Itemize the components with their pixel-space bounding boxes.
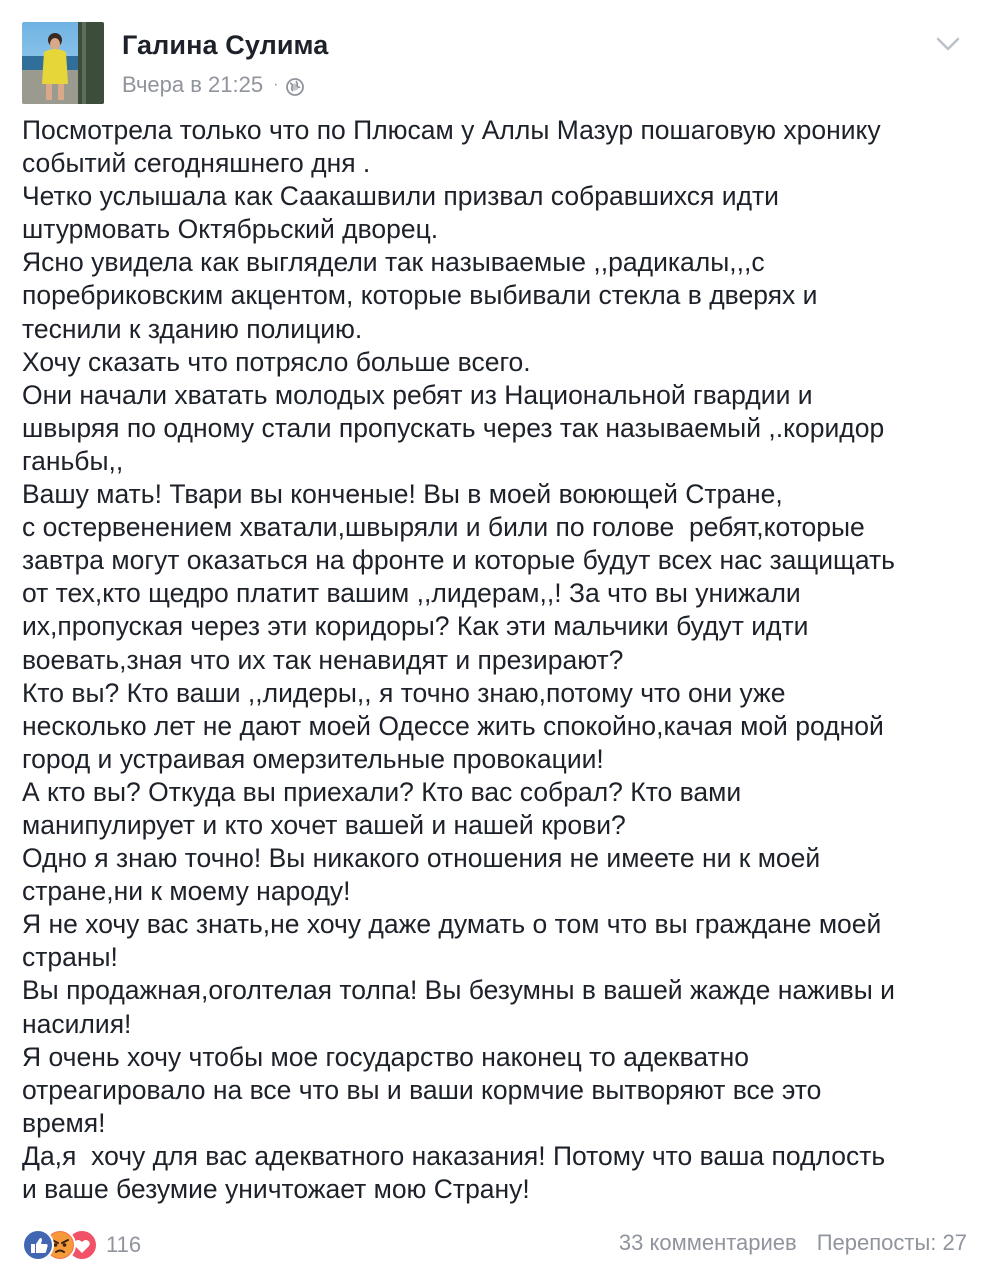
globe-icon[interactable] bbox=[286, 76, 304, 94]
post-text-line: воевать,зная что их так ненавидят и презирают? bbox=[22, 644, 624, 675]
post-text-line: событий сегодняшнего дня . bbox=[22, 148, 371, 179]
post-text-line: Вы продажная,оголтелая толпа! Вы безумны в вашей жажде наживы и bbox=[22, 975, 895, 1006]
reaction-icons bbox=[22, 1229, 102, 1261]
post-text-line: насилия! bbox=[22, 1008, 132, 1039]
post-meta bbox=[122, 72, 304, 98]
post-text-line: А кто вы? Откуда вы приехали? Кто вас собрал? Кто вами bbox=[22, 776, 742, 807]
post-text-line: Они начали хватать молодых ребят из Национальной гвардии и bbox=[22, 379, 813, 410]
post-text-line: Одно я знаю точно! Вы никакого отношения не имеете ни к моей bbox=[22, 843, 821, 874]
post-body bbox=[22, 114, 972, 1206]
post-text-line: город и устраивая омерзительные провокации! bbox=[22, 743, 604, 774]
post-text-line: страны! bbox=[22, 942, 118, 973]
post-text-line: завтра могут оказаться на фронте и которые будут всех нас защищать bbox=[22, 545, 895, 576]
post-text-line: Я очень хочу чтобы мое государство наконец то адекватно bbox=[22, 1041, 750, 1072]
post-header bbox=[22, 22, 962, 106]
post-text-line: Хочу сказать что потрясло больше всего. bbox=[22, 346, 531, 377]
reactions-summary[interactable] bbox=[22, 1228, 141, 1262]
post-text-line: Вашу мать! Твари вы конченые! Вы в моей воюющей Стране, bbox=[22, 479, 783, 510]
author-name[interactable]: Галина Сулима bbox=[122, 30, 329, 60]
post-text-line: Посмотрела только что по Плюсам у Аллы Мазур пошаговую хронику bbox=[22, 115, 881, 145]
post-text-line: их,пропуская через эти коридоры? Как эти мальчики будут идти bbox=[22, 611, 809, 642]
post-text-line: поребриковским акцентом, которые выбивали стекла в дверях и bbox=[22, 280, 818, 311]
post-footer bbox=[22, 1228, 967, 1264]
meta-separator: · bbox=[273, 76, 279, 93]
post-text-line: Я не хочу вас знать,не хочу даже думать о том что вы граждане моей bbox=[22, 909, 882, 940]
like-icon bbox=[22, 1229, 54, 1261]
post-text-line: штурмовать Октябрьский дворец. bbox=[22, 214, 439, 245]
shares-count-link[interactable]: Перепосты: 27 bbox=[816, 1230, 967, 1255]
post-text-line: Кто вы? Кто ваши ,,лидеры,, я точно знаю,потому что они уже bbox=[22, 677, 786, 708]
comments-count-link[interactable]: 33 комментариев bbox=[618, 1230, 797, 1255]
post-text-line: стране,ни к моему народу! bbox=[22, 876, 351, 907]
post-text-line: и ваше безумие уничтожает мою Страну! bbox=[22, 1174, 530, 1204]
post-text-line: отреагировало на все что вы и ваши кормчие вытворяют все это bbox=[22, 1074, 822, 1105]
post-text-line: Четко услышала как Саакашвили призвал собравшихся идти bbox=[22, 181, 779, 212]
post-text-line: Да,я хочу для вас адекватного наказания! Потому что ваша подлость bbox=[22, 1140, 886, 1171]
avatar-photo bbox=[22, 22, 104, 104]
post-text-line: с остервенением хватали,швыряли и били по голове ребят,которые bbox=[22, 512, 865, 543]
reaction-count: 116 bbox=[106, 1232, 142, 1257]
post-timestamp[interactable]: Вчера в 21:25 bbox=[122, 72, 264, 97]
chevron-down-icon[interactable] bbox=[934, 34, 962, 54]
post-text-line: ганьбы,, bbox=[22, 445, 124, 476]
post-text-line: несколько лет не дают моей Одессе жить спокойно,качая мой родной bbox=[22, 710, 884, 741]
post-text-line: швыряя по одному стали пропускать через так называемый ,.коридор bbox=[22, 412, 885, 443]
post-text-line: манипулирует и кто хочет вашей и нашей крови? bbox=[22, 809, 626, 840]
post-text-line: теснили к зданию полицию. bbox=[22, 313, 363, 344]
post-text-line: Ясно увидела как выглядели так называемые ,,радикалы,,,с bbox=[22, 247, 765, 278]
post-stats bbox=[619, 1230, 967, 1256]
avatar[interactable] bbox=[22, 22, 104, 104]
post-text-line: от тех,кто щедро платит вашим ,,лидерам,,! За что вы унижали bbox=[22, 578, 801, 609]
post-text-line: время! bbox=[22, 1107, 106, 1138]
